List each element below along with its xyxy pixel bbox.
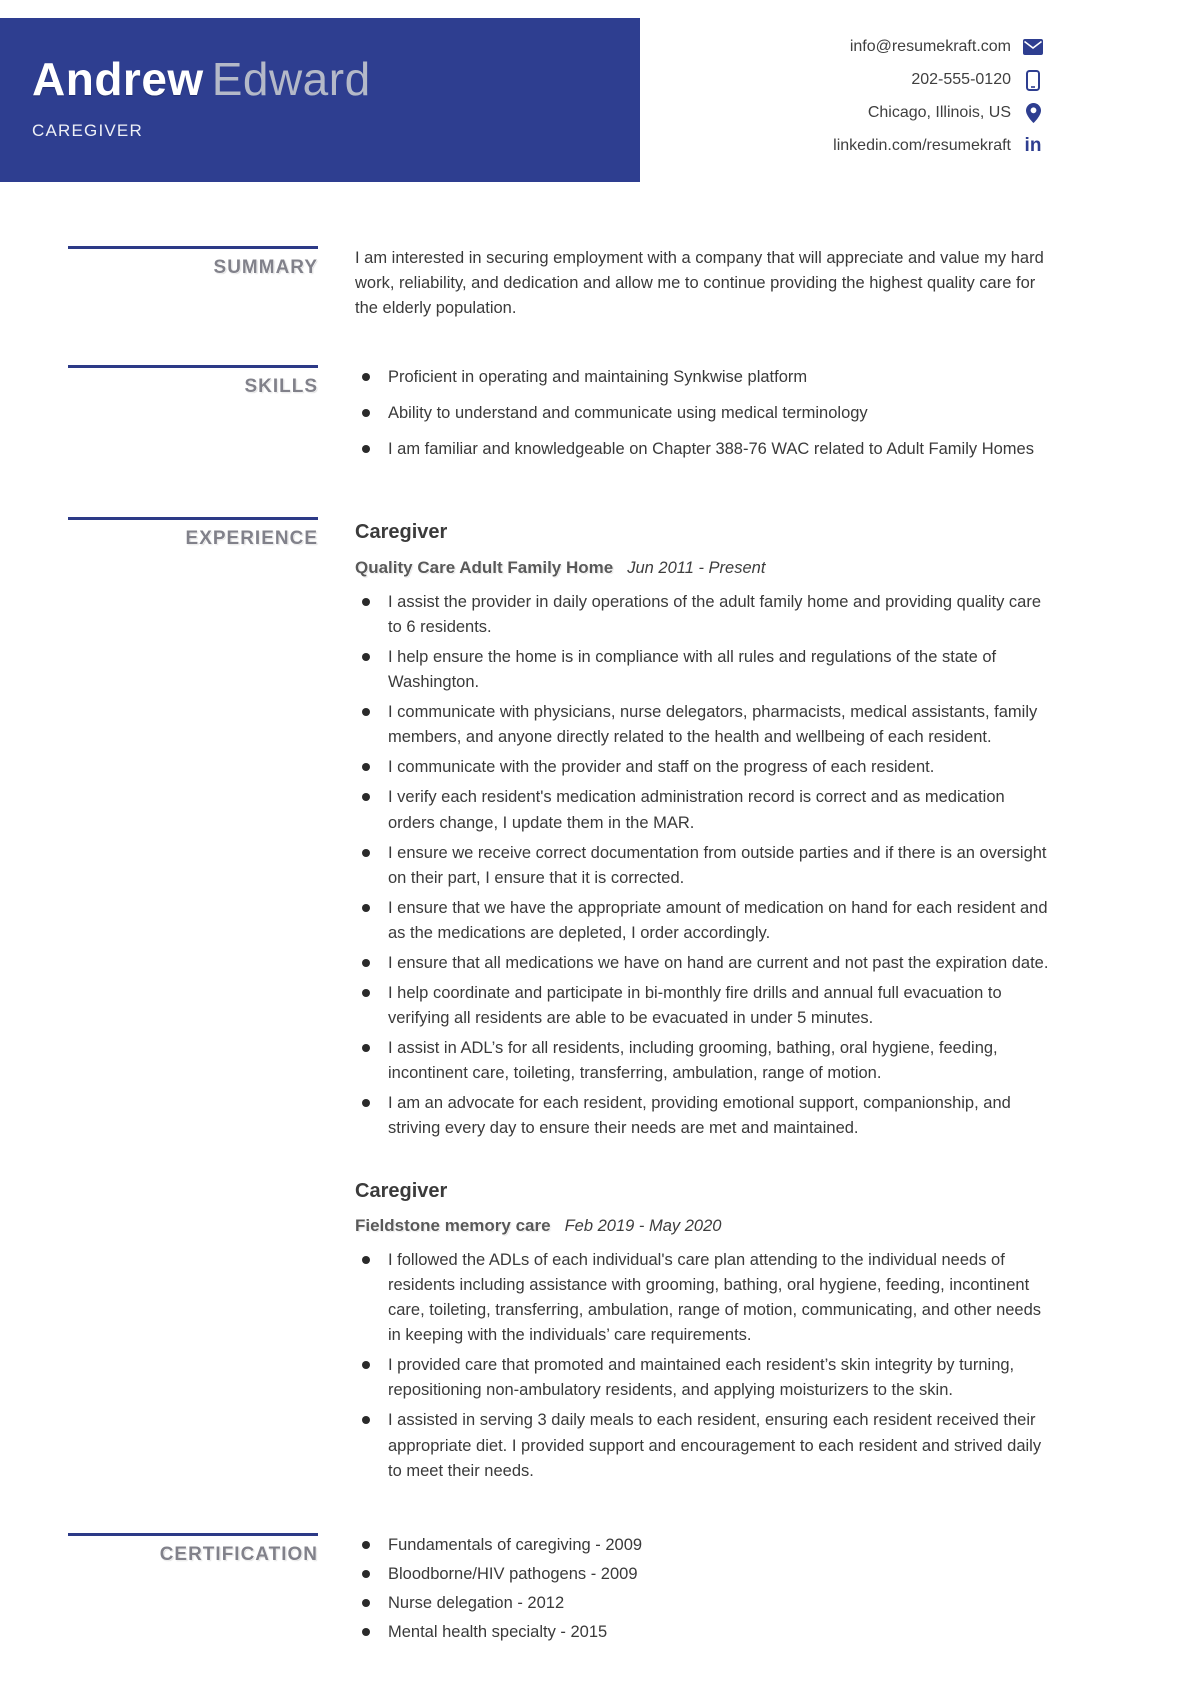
certification-heading: CERTIFICATION (159, 1543, 318, 1565)
last-name: Edward (211, 53, 371, 105)
phone-text[interactable]: 202-555-0120 (911, 71, 1011, 88)
job-bullet: I verify each resident's medication administration record is correct and as medication orders change, I update them in the MAR. (355, 785, 1050, 835)
skills-list (355, 365, 1050, 462)
header (0, 0, 1200, 200)
experience-heading-column (0, 517, 318, 1488)
job-bullet: I help ensure the home is in compliance with all rules and regulations of the state of Washington. (355, 645, 1050, 695)
candidate-name (32, 54, 640, 105)
certification-heading-rule (68, 1533, 318, 1566)
contact-block (833, 36, 1045, 168)
contact-linkedin[interactable] (833, 135, 1045, 157)
job-bullet: I assist in ADL’s for all residents, including grooming, bathing, oral hygiene, feeding, incontinent care, toileting, transferring, ambulation, range of motion. (355, 1036, 1050, 1086)
skill-item: I am familiar and knowledgeable on Chapter 388-76 WAC related to Adult Family Homes (355, 437, 1050, 462)
summary-text: I am interested in securing employment with a company that will appreciate and value my hard work, reliability, and dedication and allow me to continue providing the highest quality care for the elderly population. (355, 249, 1044, 318)
first-name: Andrew (32, 53, 204, 105)
section-experience (0, 517, 1050, 1488)
job-bullet: I am an advocate for each resident, providing emotional support, companionship, and striving every day to ensure their needs are met and maintained. (355, 1091, 1050, 1141)
job-bullet: I ensure that all medications we have on hand are current and not past the expiration date. (355, 951, 1050, 976)
summary-content (318, 246, 1050, 321)
job-company: Quality Care Adult Family Home (355, 557, 614, 577)
summary-heading-column (0, 246, 318, 321)
job-entry (355, 1176, 1050, 1484)
contact-phone[interactable] (833, 69, 1045, 91)
phone-icon (1021, 70, 1045, 91)
job-meta (355, 1213, 1050, 1239)
summary-heading-rule (68, 246, 318, 279)
certification-item: Nurse delegation - 2012 (355, 1591, 1050, 1616)
section-skills (0, 365, 1050, 473)
certification-item: Mental health specialty - 2015 (355, 1620, 1050, 1645)
job-dates: Feb 2019 - May 2020 (564, 1216, 722, 1235)
linkedin-text[interactable]: linkedin.com/resumekraft (833, 137, 1011, 154)
job-bullet: I provided care that promoted and maintained each resident’s skin integrity by turning, repositioning non-ambulatory residents, and applying moisturizers to the skin. (355, 1353, 1050, 1403)
skills-heading: SKILLS (244, 376, 318, 398)
job-company: Fieldstone memory care (355, 1215, 551, 1235)
job-bullet: I ensure we receive correct documentation from outside parties and if there is an oversight on their part, I ensure that it is corrected. (355, 841, 1050, 891)
linkedin-icon: in (1024, 135, 1042, 156)
job-bullet: I help coordinate and participate in bi-monthly fire drills and annual full evacuation to verifying all residents are able to be evacuated in under 5 minutes. (355, 981, 1050, 1031)
job-title: Caregiver (355, 1179, 448, 1202)
location-text: Chicago, Illinois, US (867, 104, 1011, 121)
job-bullet: I assist the provider in daily operations of the adult family home and providing quality care to 6 residents. (355, 590, 1050, 640)
summary-heading: SUMMARY (213, 257, 318, 278)
section-summary (0, 246, 1050, 321)
job-bullets (355, 590, 1050, 1142)
candidate-title: CAREGIVER (32, 120, 143, 140)
location-icon (1021, 103, 1045, 123)
skill-item: Ability to understand and communicate using medical terminology (355, 401, 1050, 426)
job-bullet: I followed the ADLs of each individual's care plan attending to the individual needs of residents including assistance with grooming, bathing, oral hygiene, feeding, incontinent care, toileting, transferring, ambulation, range of motion, communicating, and other needs in keeping with the individuals’ care requirements. (355, 1248, 1050, 1348)
job-dates: Jun 2011 - Present (627, 558, 766, 577)
contact-email[interactable] (833, 36, 1045, 58)
experience-heading: EXPERIENCE (185, 528, 318, 550)
job-bullet: I communicate with physicians, nurse delegators, pharmacists, medical assistants, family members, and anyone directly related to the health and wellbeing of each resident. (355, 700, 1050, 750)
job-bullet: I ensure that we have the appropriate amount of medication on hand for each resident and as the medications are depleted, I order accordingly. (355, 896, 1050, 946)
contact-location (833, 102, 1045, 124)
skill-item: Proficient in operating and maintaining Synkwise platform (355, 365, 1050, 390)
name-banner (0, 18, 640, 182)
job-title: Caregiver (355, 521, 448, 544)
email-text[interactable]: info@resumekraft.com (849, 38, 1011, 55)
envelope-icon (1021, 39, 1045, 55)
section-certification (0, 1533, 1050, 1649)
certification-heading-column (0, 1533, 318, 1649)
certification-content (318, 1533, 1050, 1649)
skills-heading-column (0, 365, 318, 473)
job-bullets (355, 1248, 1050, 1484)
job-bullet: I communicate with the provider and staff on the progress of each resident. (355, 755, 1050, 780)
certification-list (355, 1533, 1050, 1645)
certification-item: Fundamentals of caregiving - 2009 (355, 1533, 1050, 1558)
job-meta (355, 555, 1050, 581)
resume-body (0, 246, 1200, 1649)
skills-heading-rule (68, 365, 318, 398)
job-bullet: I assisted in serving 3 daily meals to each resident, ensuring each resident received their appropriate diet. I provided support and encouragement to each resident and strived daily to meet their needs. (355, 1408, 1050, 1483)
certification-item: Bloodborne/HIV pathogens - 2009 (355, 1562, 1050, 1587)
job-entry (355, 517, 1050, 1141)
skills-content (318, 365, 1050, 473)
experience-content (318, 517, 1050, 1488)
experience-heading-rule (68, 517, 318, 550)
